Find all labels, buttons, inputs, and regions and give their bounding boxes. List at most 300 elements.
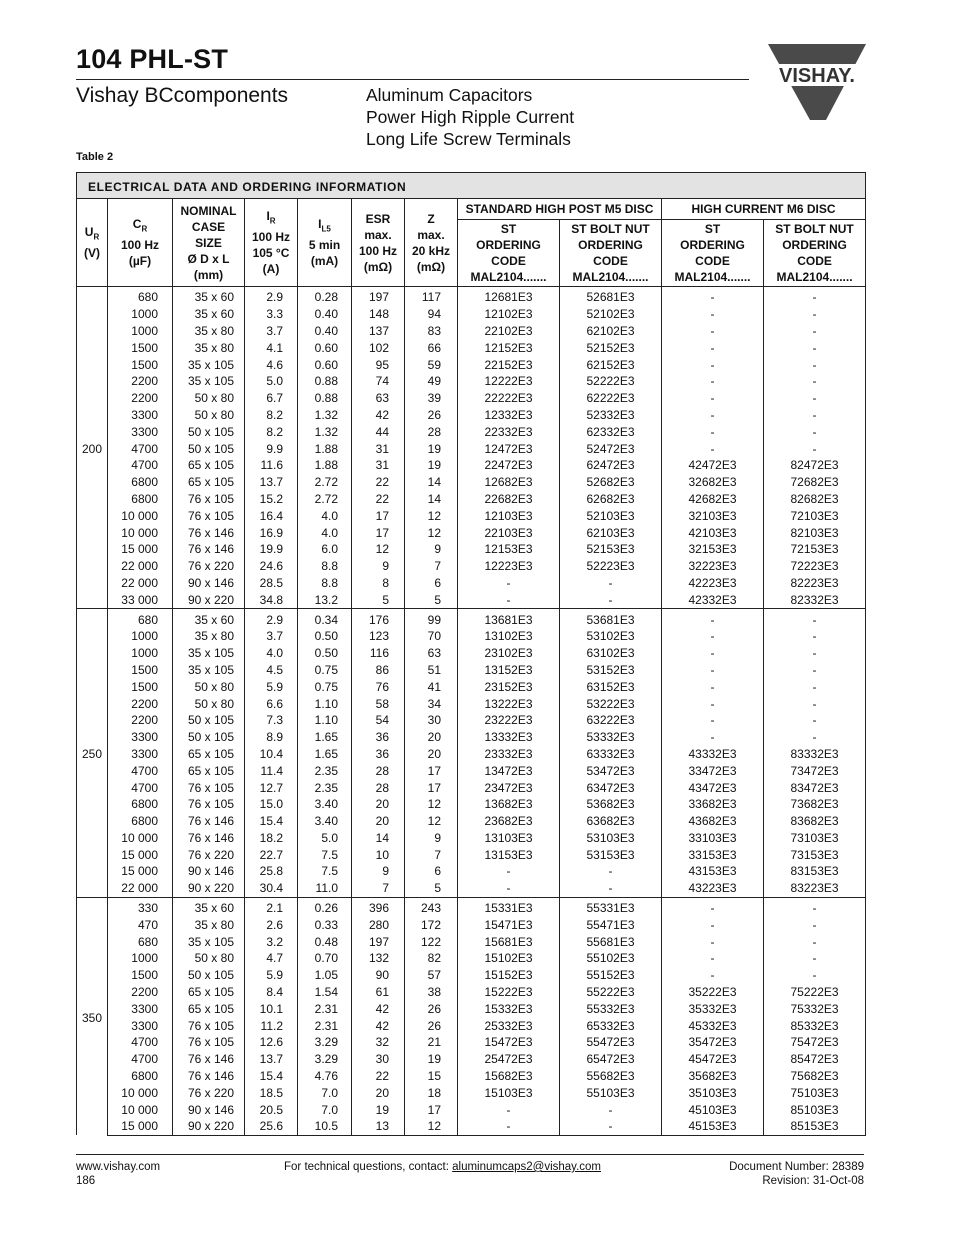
cell-ripple-current: 11.6 — [245, 457, 298, 474]
table-row — [77, 796, 866, 813]
cell-bolt-code-m5: 52102E3 — [560, 306, 662, 323]
cell-bolt-code-m6: - — [764, 695, 866, 712]
table-row — [77, 695, 866, 712]
cell-bolt-code-m6: 82332E3 — [764, 591, 866, 608]
cell-esr: 63 — [352, 390, 405, 407]
cell-st-code-m6: 35103E3 — [662, 1084, 764, 1101]
cell-st-code-m5: 13153E3 — [458, 846, 560, 863]
cell-bolt-code-m6: - — [764, 950, 866, 967]
table-row — [77, 1101, 866, 1118]
cell-esr: 5 — [352, 591, 405, 608]
cell-bolt-code-m5: - — [560, 591, 662, 608]
cell-st-code-m6: - — [662, 897, 764, 916]
cell-esr: 22 — [352, 1068, 405, 1085]
col-header-ur: $U_R$ (V) — [77, 199, 108, 287]
cell-st-code-m5: 12223E3 — [458, 558, 560, 575]
cell-capacitance: 1000 — [108, 645, 173, 662]
table-row — [77, 575, 866, 592]
cell-st-code-m6: - — [662, 373, 764, 390]
cell-st-code-m5: 13152E3 — [458, 662, 560, 679]
cell-capacitance: 1500 — [108, 662, 173, 679]
cell-st-code-m5: 23472E3 — [458, 779, 560, 796]
cell-capacitance: 470 — [108, 916, 173, 933]
table-row — [77, 591, 866, 608]
cell-esr: 116 — [352, 645, 405, 662]
cell-leakage-current: 0.60 — [298, 339, 352, 356]
cell-impedance: 122 — [405, 933, 458, 950]
cell-capacitance: 3300 — [108, 1017, 173, 1034]
cell-bolt-code-m5: 55681E3 — [560, 933, 662, 950]
cell-leakage-current: 1.32 — [298, 407, 352, 424]
cell-esr: 36 — [352, 729, 405, 746]
cell-impedance: 38 — [405, 984, 458, 1001]
cell-esr: 19 — [352, 1101, 405, 1118]
cell-bolt-code-m5: 52223E3 — [560, 558, 662, 575]
cell-leakage-current: 0.88 — [298, 373, 352, 390]
cell-st-code-m5: 15332E3 — [458, 1000, 560, 1017]
table-row — [77, 897, 866, 916]
table-row — [77, 1118, 866, 1135]
cell-impedance: 57 — [405, 967, 458, 984]
cell-bolt-code-m6: 72682E3 — [764, 474, 866, 491]
cell-esr: 44 — [352, 423, 405, 440]
cell-st-code-m6: 32682E3 — [662, 474, 764, 491]
cell-st-code-m5: 13103E3 — [458, 830, 560, 847]
cell-impedance: 82 — [405, 950, 458, 967]
cell-impedance: 70 — [405, 628, 458, 645]
cell-esr: 197 — [352, 287, 405, 306]
cell-bolt-code-m6: - — [764, 373, 866, 390]
cell-bolt-code-m6: 83682E3 — [764, 813, 866, 830]
table-row — [77, 1000, 866, 1017]
cell-esr: 10 — [352, 846, 405, 863]
cell-bolt-code-m5: - — [560, 575, 662, 592]
cell-bolt-code-m6: - — [764, 645, 866, 662]
cell-capacitance: 3300 — [108, 423, 173, 440]
cell-ripple-current: 28.5 — [245, 575, 298, 592]
contact-email-link[interactable]: aluminumcaps2@vishay.com — [452, 1161, 602, 1173]
cell-case-size: 35 x 80 — [173, 339, 245, 356]
cell-st-code-m5: 22152E3 — [458, 356, 560, 373]
cell-capacitance: 1500 — [108, 339, 173, 356]
cell-bolt-code-m6: - — [764, 933, 866, 950]
cell-leakage-current: 1.88 — [298, 440, 352, 457]
cell-ripple-current: 11.2 — [245, 1017, 298, 1034]
cell-ripple-current: 20.5 — [245, 1101, 298, 1118]
cell-case-size: 50 x 80 — [173, 950, 245, 967]
cell-st-code-m5: - — [458, 880, 560, 897]
cell-esr: 132 — [352, 950, 405, 967]
cell-st-code-m5: 22222E3 — [458, 390, 560, 407]
cell-bolt-code-m5: 53222E3 — [560, 695, 662, 712]
cell-leakage-current: 3.29 — [298, 1034, 352, 1051]
cell-case-size: 76 x 105 — [173, 507, 245, 524]
footer-rule — [76, 1154, 864, 1155]
cell-impedance: 26 — [405, 1000, 458, 1017]
cell-capacitance: 1000 — [108, 306, 173, 323]
cell-esr: 8 — [352, 575, 405, 592]
table-row — [77, 474, 866, 491]
cell-bolt-code-m5: 53681E3 — [560, 609, 662, 628]
cell-ripple-current: 2.9 — [245, 609, 298, 628]
cell-impedance: 9 — [405, 541, 458, 558]
cell-capacitance: 6800 — [108, 796, 173, 813]
table-row — [77, 323, 866, 340]
cell-bolt-code-m5: 55222E3 — [560, 984, 662, 1001]
cell-bolt-code-m6: 72153E3 — [764, 541, 866, 558]
cell-leakage-current: 4.0 — [298, 524, 352, 541]
company-name: Vishay BCcomponents — [76, 84, 289, 107]
cell-esr: 74 — [352, 373, 405, 390]
cell-st-code-m5: 22682E3 — [458, 491, 560, 508]
cell-bolt-code-m6: - — [764, 407, 866, 424]
table-row — [77, 863, 866, 880]
cell-rated-voltage: 250 — [77, 609, 108, 898]
cell-impedance: 12 — [405, 1118, 458, 1135]
table-row — [77, 306, 866, 323]
cell-leakage-current: 1.65 — [298, 746, 352, 763]
cell-ripple-current: 7.3 — [245, 712, 298, 729]
cell-leakage-current: 6.0 — [298, 541, 352, 558]
cell-bolt-code-m5: 63102E3 — [560, 645, 662, 662]
cell-case-size: 65 x 105 — [173, 474, 245, 491]
table-row — [77, 678, 866, 695]
cell-bolt-code-m5: 53332E3 — [560, 729, 662, 746]
table-body — [77, 287, 866, 1136]
cell-leakage-current: 3.40 — [298, 813, 352, 830]
cell-st-code-m6: 45472E3 — [662, 1051, 764, 1068]
table-row — [77, 846, 866, 863]
cell-case-size: 35 x 60 — [173, 287, 245, 306]
cell-impedance: 20 — [405, 729, 458, 746]
cell-st-code-m5: 13332E3 — [458, 729, 560, 746]
footer-left — [76, 1160, 160, 1188]
cell-case-size: 76 x 146 — [173, 524, 245, 541]
cell-case-size: 76 x 146 — [173, 541, 245, 558]
cell-ripple-current: 4.7 — [245, 950, 298, 967]
cell-leakage-current: 0.28 — [298, 287, 352, 306]
cell-st-code-m5: - — [458, 591, 560, 608]
cell-st-code-m5: - — [458, 575, 560, 592]
cell-capacitance: 10 000 — [108, 830, 173, 847]
cell-impedance: 26 — [405, 1017, 458, 1034]
cell-case-size: 90 x 146 — [173, 1101, 245, 1118]
cell-impedance: 12 — [405, 796, 458, 813]
cell-st-code-m6: - — [662, 678, 764, 695]
cell-ripple-current: 10.4 — [245, 746, 298, 763]
table-row — [77, 1017, 866, 1034]
cell-st-code-m5: 23152E3 — [458, 678, 560, 695]
table-caption: ELECTRICAL DATA AND ORDERING INFORMATION — [77, 173, 866, 199]
cell-bolt-code-m6: 75332E3 — [764, 1000, 866, 1017]
cell-bolt-code-m6: 73103E3 — [764, 830, 866, 847]
cell-esr: 20 — [352, 813, 405, 830]
cell-impedance: 9 — [405, 830, 458, 847]
cell-ripple-current: 3.7 — [245, 323, 298, 340]
table-row — [77, 1034, 866, 1051]
cell-ripple-current: 4.1 — [245, 339, 298, 356]
cell-impedance: 6 — [405, 863, 458, 880]
cell-bolt-code-m6: 83472E3 — [764, 779, 866, 796]
cell-bolt-code-m6: 83332E3 — [764, 746, 866, 763]
col-header-z: Z max. 20 kHz (mΩ) — [405, 199, 458, 287]
cell-ripple-current: 6.6 — [245, 695, 298, 712]
cell-bolt-code-m6: 82103E3 — [764, 524, 866, 541]
table-row — [77, 950, 866, 967]
cell-bolt-code-m6: 85472E3 — [764, 1051, 866, 1068]
cell-impedance: 41 — [405, 678, 458, 695]
cell-st-code-m6: 43153E3 — [662, 863, 764, 880]
cell-bolt-code-m6: 73472E3 — [764, 762, 866, 779]
cell-leakage-current: 2.35 — [298, 762, 352, 779]
cell-esr: 28 — [352, 779, 405, 796]
table-row — [77, 491, 866, 508]
cell-bolt-code-m6: - — [764, 390, 866, 407]
cell-bolt-code-m5: 55471E3 — [560, 916, 662, 933]
table-row — [77, 541, 866, 558]
cell-bolt-code-m5: 53153E3 — [560, 846, 662, 863]
cell-bolt-code-m6: 85332E3 — [764, 1017, 866, 1034]
table-row — [77, 457, 866, 474]
cell-esr: 42 — [352, 1017, 405, 1034]
table-row — [77, 712, 866, 729]
cell-esr: 76 — [352, 678, 405, 695]
cell-case-size: 76 x 220 — [173, 558, 245, 575]
cell-capacitance: 1500 — [108, 356, 173, 373]
cell-esr: 86 — [352, 662, 405, 679]
cell-ripple-current: 8.2 — [245, 423, 298, 440]
cell-leakage-current: 4.0 — [298, 507, 352, 524]
cell-leakage-current: 1.88 — [298, 457, 352, 474]
cell-leakage-current: 0.60 — [298, 356, 352, 373]
cell-impedance: 15 — [405, 1068, 458, 1085]
cell-bolt-code-m6: - — [764, 423, 866, 440]
cell-leakage-current: 2.31 — [298, 1000, 352, 1017]
cell-case-size: 65 x 105 — [173, 984, 245, 1001]
cell-case-size: 50 x 80 — [173, 678, 245, 695]
cell-bolt-code-m5: 63222E3 — [560, 712, 662, 729]
table-row — [77, 746, 866, 763]
table-row — [77, 373, 866, 390]
cell-capacitance: 330 — [108, 897, 173, 916]
cell-capacitance: 4700 — [108, 457, 173, 474]
table-row — [77, 645, 866, 662]
cell-bolt-code-m5: 53103E3 — [560, 830, 662, 847]
table-row — [77, 423, 866, 440]
cell-st-code-m5: 12681E3 — [458, 287, 560, 306]
cell-bolt-code-m6: 75103E3 — [764, 1084, 866, 1101]
cell-st-code-m6: - — [662, 423, 764, 440]
cell-capacitance: 10 000 — [108, 1101, 173, 1118]
cell-ripple-current: 18.5 — [245, 1084, 298, 1101]
cell-case-size: 50 x 80 — [173, 407, 245, 424]
cell-capacitance: 680 — [108, 609, 173, 628]
cell-case-size: 76 x 220 — [173, 1084, 245, 1101]
cell-esr: 54 — [352, 712, 405, 729]
cell-ripple-current: 15.4 — [245, 1068, 298, 1085]
cell-capacitance: 3300 — [108, 1000, 173, 1017]
cell-st-code-m6: - — [662, 916, 764, 933]
cell-capacitance: 4700 — [108, 1051, 173, 1068]
cell-capacitance: 10 000 — [108, 524, 173, 541]
cell-bolt-code-m5: 53152E3 — [560, 662, 662, 679]
cell-bolt-code-m5: - — [560, 863, 662, 880]
cell-leakage-current: 11.0 — [298, 880, 352, 897]
cell-impedance: 51 — [405, 662, 458, 679]
cell-bolt-code-m5: 62222E3 — [560, 390, 662, 407]
cell-st-code-m5: 15222E3 — [458, 984, 560, 1001]
cell-st-code-m6: - — [662, 306, 764, 323]
cell-ripple-current: 8.9 — [245, 729, 298, 746]
cell-ripple-current: 6.7 — [245, 390, 298, 407]
cell-leakage-current: 5.0 — [298, 830, 352, 847]
page-number: 186 — [76, 1175, 96, 1187]
cell-leakage-current: 2.31 — [298, 1017, 352, 1034]
cell-st-code-m6: - — [662, 950, 764, 967]
cell-st-code-m6: 32153E3 — [662, 541, 764, 558]
header-rule — [76, 79, 749, 80]
table-row — [77, 507, 866, 524]
cell-st-code-m6: - — [662, 712, 764, 729]
cell-bolt-code-m6: 85103E3 — [764, 1101, 866, 1118]
cell-st-code-m5: 22332E3 — [458, 423, 560, 440]
cell-ripple-current: 15.2 — [245, 491, 298, 508]
cell-capacitance: 22 000 — [108, 575, 173, 592]
cell-ripple-current: 2.6 — [245, 916, 298, 933]
cell-st-code-m5: 22103E3 — [458, 524, 560, 541]
cell-rated-voltage: 350 — [77, 897, 108, 1135]
cell-leakage-current: 2.35 — [298, 779, 352, 796]
cell-bolt-code-m6: 83223E3 — [764, 880, 866, 897]
cell-impedance: 17 — [405, 1101, 458, 1118]
cell-impedance: 99 — [405, 609, 458, 628]
cell-capacitance: 3300 — [108, 407, 173, 424]
cell-ripple-current: 22.7 — [245, 846, 298, 863]
cell-st-code-m5: 12222E3 — [458, 373, 560, 390]
cell-impedance: 243 — [405, 897, 458, 916]
cell-case-size: 50 x 105 — [173, 729, 245, 746]
cell-st-code-m6: 35472E3 — [662, 1034, 764, 1051]
table-row — [77, 609, 866, 628]
table-row — [77, 933, 866, 950]
cell-bolt-code-m5: 62332E3 — [560, 423, 662, 440]
cell-bolt-code-m5: 62682E3 — [560, 491, 662, 508]
cell-leakage-current: 1.54 — [298, 984, 352, 1001]
cell-bolt-code-m6: 73153E3 — [764, 846, 866, 863]
cell-esr: 7 — [352, 880, 405, 897]
cell-capacitance: 15 000 — [108, 1118, 173, 1135]
table-row — [77, 558, 866, 575]
cell-esr: 102 — [352, 339, 405, 356]
cell-impedance: 5 — [405, 591, 458, 608]
cell-case-size: 35 x 105 — [173, 373, 245, 390]
cell-st-code-m6: 42472E3 — [662, 457, 764, 474]
cell-bolt-code-m5: 62103E3 — [560, 524, 662, 541]
cell-st-code-m5: 22472E3 — [458, 457, 560, 474]
cell-leakage-current: 0.75 — [298, 678, 352, 695]
cell-esr: 31 — [352, 440, 405, 457]
cell-esr: 20 — [352, 796, 405, 813]
cell-rated-voltage: 200 — [77, 287, 108, 609]
cell-capacitance: 1000 — [108, 323, 173, 340]
cell-bolt-code-m5: 55152E3 — [560, 967, 662, 984]
cell-case-size: 35 x 60 — [173, 306, 245, 323]
cell-bolt-code-m5: 52103E3 — [560, 507, 662, 524]
cell-st-code-m5: 15682E3 — [458, 1068, 560, 1085]
cell-case-size: 35 x 105 — [173, 356, 245, 373]
cell-bolt-code-m5: 52222E3 — [560, 373, 662, 390]
cell-leakage-current: 3.29 — [298, 1051, 352, 1068]
website-link[interactable]: www.vishay.com — [76, 1161, 161, 1173]
cell-bolt-code-m5: 55472E3 — [560, 1034, 662, 1051]
table-row — [77, 813, 866, 830]
cell-st-code-m6: 42103E3 — [662, 524, 764, 541]
cell-bolt-code-m5: 52332E3 — [560, 407, 662, 424]
cell-leakage-current: 0.48 — [298, 933, 352, 950]
cell-impedance: 21 — [405, 1034, 458, 1051]
cell-case-size: 35 x 105 — [173, 645, 245, 662]
cell-st-code-m6: 32223E3 — [662, 558, 764, 575]
cell-st-code-m6: 33103E3 — [662, 830, 764, 847]
cell-bolt-code-m5: 62102E3 — [560, 323, 662, 340]
cell-case-size: 35 x 80 — [173, 916, 245, 933]
cell-ripple-current: 18.2 — [245, 830, 298, 847]
contact-text: For technical questions, contact: — [284, 1161, 449, 1173]
cell-case-size: 76 x 220 — [173, 846, 245, 863]
cell-case-size: 65 x 105 — [173, 746, 245, 763]
cell-bolt-code-m5: 52153E3 — [560, 541, 662, 558]
cell-ripple-current: 12.6 — [245, 1034, 298, 1051]
cell-st-code-m6: 43223E3 — [662, 880, 764, 897]
cell-capacitance: 4700 — [108, 1034, 173, 1051]
cell-impedance: 20 — [405, 746, 458, 763]
footer-contact — [284, 1160, 601, 1174]
cell-bolt-code-m5: 62152E3 — [560, 356, 662, 373]
cell-esr: 14 — [352, 830, 405, 847]
cell-st-code-m6: 42682E3 — [662, 491, 764, 508]
cell-esr: 396 — [352, 897, 405, 916]
cell-case-size: 76 x 105 — [173, 1017, 245, 1034]
cell-ripple-current: 25.8 — [245, 863, 298, 880]
cell-st-code-m5: - — [458, 1101, 560, 1118]
cell-bolt-code-m5: 53472E3 — [560, 762, 662, 779]
cell-capacitance: 15 000 — [108, 541, 173, 558]
cell-leakage-current: 0.50 — [298, 645, 352, 662]
cell-leakage-current: 0.88 — [298, 390, 352, 407]
cell-ripple-current: 3.7 — [245, 628, 298, 645]
cell-case-size: 65 x 105 — [173, 457, 245, 474]
cell-esr: 36 — [352, 746, 405, 763]
cell-leakage-current: 1.65 — [298, 729, 352, 746]
subtitle-line: Power High Ripple Current — [366, 107, 575, 127]
cell-esr: 42 — [352, 407, 405, 424]
cell-ripple-current: 24.6 — [245, 558, 298, 575]
cell-st-code-m6: - — [662, 323, 764, 340]
cell-case-size: 50 x 105 — [173, 967, 245, 984]
cell-capacitance: 2200 — [108, 695, 173, 712]
cell-leakage-current: 0.70 — [298, 950, 352, 967]
cell-capacitance: 1500 — [108, 967, 173, 984]
cell-esr: 13 — [352, 1118, 405, 1135]
cell-st-code-m5: 22102E3 — [458, 323, 560, 340]
cell-impedance: 117 — [405, 287, 458, 306]
cell-case-size: 76 x 146 — [173, 1051, 245, 1068]
table-row — [77, 1051, 866, 1068]
cell-bolt-code-m6: - — [764, 323, 866, 340]
cell-leakage-current: 1.05 — [298, 967, 352, 984]
cell-bolt-code-m5: - — [560, 1118, 662, 1135]
cell-st-code-m6: 45332E3 — [662, 1017, 764, 1034]
